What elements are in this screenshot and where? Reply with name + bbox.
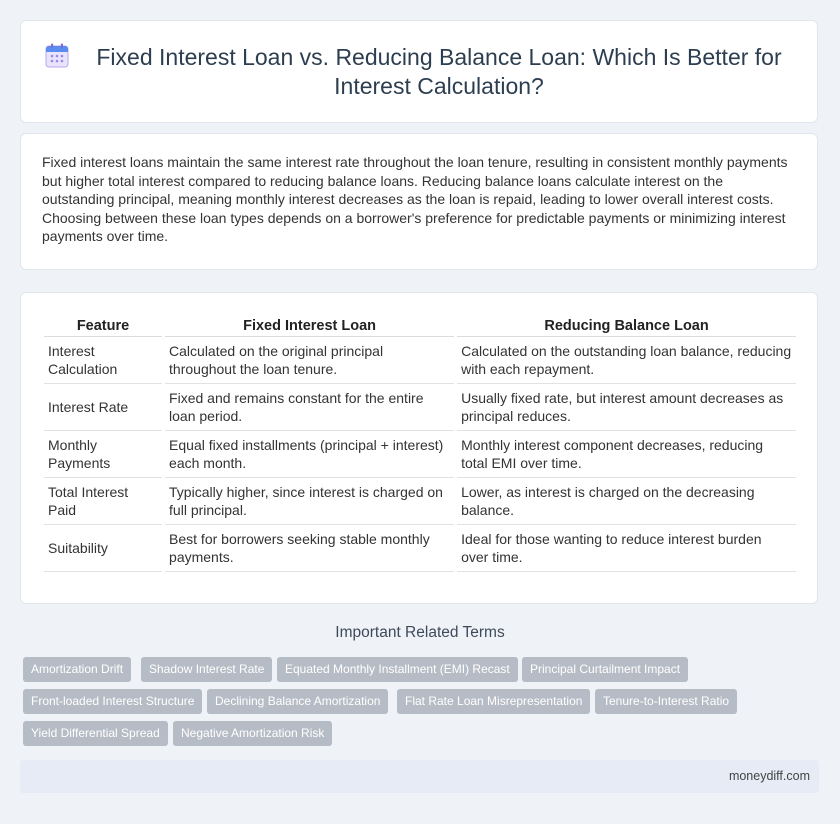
related-term-tag[interactable]: Negative Amortization Risk (173, 721, 332, 746)
title-card (20, 20, 818, 123)
related-term-tag[interactable]: Principal Curtailment Impact (522, 657, 688, 682)
related-term-tag[interactable]: Equated Monthly Installment (EMI) Recast (277, 657, 518, 682)
table-cell-reducing: Lower, as interest is charged on the decreasing balance. (457, 478, 796, 525)
table-cell-feature: Interest Calculation (44, 337, 162, 384)
related-term-tag[interactable]: Amortization Drift (23, 657, 131, 682)
column-header-reducing-balance: Reducing Balance Loan (457, 314, 796, 337)
table-cell-feature: Total Interest Paid (44, 478, 162, 525)
related-term-tag[interactable]: Yield Differential Spread (23, 721, 168, 746)
table-cell-feature: Suitability (44, 525, 162, 572)
summary-text: Fixed interest loans maintain the same interest rate throughout the loan tenure, resulting in consistent monthly payments but higher total interest compared to reducing balance loans. Reducing balance loans calculate interest on the outstanding principal, meaning monthly interest decreases as the loan is repaid, leading to lower overall interest costs. Choosing between these loan types depends on a borrower's preference for predictable payments or minimizing interest payments over time. (42, 154, 788, 245)
footer-site-name[interactable]: moneydiff.com (728, 769, 810, 783)
table-row (44, 525, 796, 572)
table-header-row (44, 314, 796, 337)
table-cell-fixed: Fixed and remains constant for the entire loan period. (165, 384, 454, 431)
comparison-table (41, 314, 799, 572)
table-cell-reducing: Calculated on the outstanding loan balance, reducing with each repayment. (457, 337, 796, 384)
table-row (44, 431, 796, 478)
table-cell-feature: Interest Rate (44, 384, 162, 431)
table-cell-reducing: Ideal for those wanting to reduce interest burden over time. (457, 525, 796, 572)
related-term-tag[interactable]: Shadow Interest Rate (141, 657, 272, 682)
related-term-tag[interactable]: Tenure-to-Interest Ratio (595, 689, 737, 714)
summary-card (20, 133, 818, 270)
table-row (44, 478, 796, 525)
related-terms-heading: Important Related Terms (335, 624, 505, 641)
table-cell-feature: Monthly Payments (44, 431, 162, 478)
comparison-table-card (20, 292, 818, 604)
table-row (44, 337, 796, 384)
table-row (44, 384, 796, 431)
table-cell-fixed: Calculated on the original principal throughout the loan tenure. (165, 337, 454, 384)
table-cell-fixed: Equal fixed installments (principal + interest) each month. (165, 431, 454, 478)
table-cell-fixed: Typically higher, since interest is charged on full principal. (165, 478, 454, 525)
related-term-tag[interactable]: Front-loaded Interest Structure (23, 689, 202, 714)
related-term-tag[interactable]: Flat Rate Loan Misrepresentation (397, 689, 590, 714)
column-header-fixed-interest: Fixed Interest Loan (165, 314, 454, 337)
related-term-tag[interactable]: Declining Balance Amortization (207, 689, 388, 714)
table-cell-reducing: Usually fixed rate, but interest amount decreases as principal reduces. (457, 384, 796, 431)
table-cell-reducing: Monthly interest component decreases, reducing total EMI over time. (457, 431, 796, 478)
page-title: Fixed Interest Loan vs. Reducing Balance Loan: Which Is Better for Interest Calculation? (96, 44, 782, 99)
footer (20, 760, 819, 793)
table-cell-fixed: Best for borrowers seeking stable monthly payments. (165, 525, 454, 572)
column-header-feature: Feature (44, 314, 162, 337)
